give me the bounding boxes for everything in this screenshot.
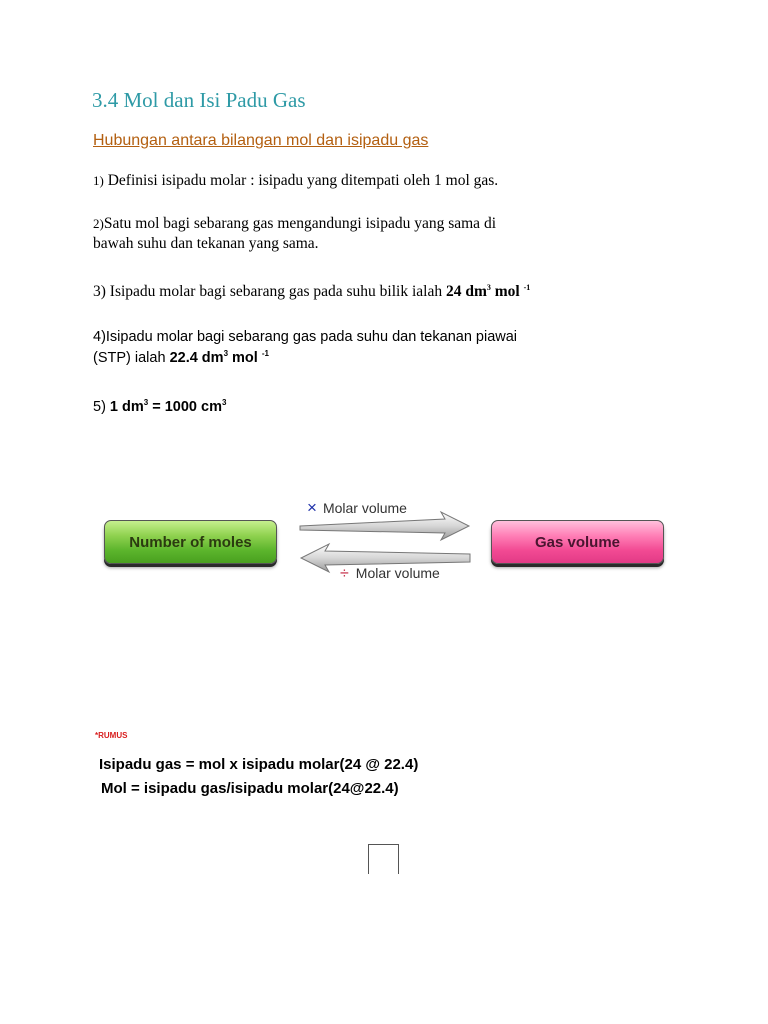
point-5-a: 1 dm <box>109 399 144 415</box>
point-4-exp: 3 <box>223 349 229 358</box>
point-5-value <box>110 399 227 415</box>
point-5-number: 5) <box>93 399 110 415</box>
empty-box <box>368 844 399 874</box>
section-subtitle: Hubungan antara bilangan mol dan isipadu gas <box>93 132 429 149</box>
point-4-unit: mol <box>228 350 262 366</box>
number-of-moles-box: Number of moles <box>104 520 277 564</box>
point-4-line-2 <box>93 350 269 366</box>
divide-icon: ÷ <box>340 565 349 582</box>
point-1 <box>93 172 498 190</box>
point-1-number: 1) <box>93 173 104 188</box>
rumus-label: *RUMUS <box>95 731 128 740</box>
point-3-exp: 3 <box>486 283 491 292</box>
point-4-unit-exp: -1 <box>261 349 269 358</box>
point-2-text-1: Satu mol bagi sebarang gas mengandungi isipadu yang sama di <box>103 215 496 232</box>
divide-label <box>340 565 440 583</box>
point-5 <box>93 399 226 415</box>
point-3-unit-exp: -1 <box>523 283 531 292</box>
divide-label-text: Molar volume <box>355 565 440 581</box>
point-4-line-1: 4)Isipadu molar bagi sebarang gas pada suhu dan tekanan piawai <box>93 329 518 345</box>
formula-2: Mol = isipadu gas/isipadu molar(24@22.4) <box>101 780 399 797</box>
point-5-eq: = 1000 cm <box>148 399 222 415</box>
point-3 <box>93 283 530 301</box>
point-5-a-exp: 3 <box>143 398 149 407</box>
point-2-number: 2) <box>93 216 104 231</box>
point-4-text: (STP) ialah <box>93 350 170 366</box>
point-2-line-1 <box>93 215 496 233</box>
multiply-label-text: Molar volume <box>322 500 407 516</box>
point-3-text: 3) Isipadu molar bagi sebarang gas pada suhu bilik ialah <box>93 283 446 300</box>
point-5-b-exp: 3 <box>222 398 227 407</box>
multiply-icon: × <box>307 498 317 517</box>
multiply-label <box>307 498 407 518</box>
point-3-unit: mol <box>490 283 524 300</box>
gas-volume-box: Gas volume <box>491 520 664 564</box>
page-title: 3.4 Mol dan Isi Padu Gas <box>92 88 306 112</box>
point-4-value-num: 22.4 dm <box>169 350 224 366</box>
point-3-value <box>446 283 530 300</box>
formula-1: Isipadu gas = mol x isipadu molar(24 @ 22.4) <box>99 756 419 773</box>
point-3-value-num: 24 dm <box>445 283 487 300</box>
point-4-value <box>170 350 269 366</box>
point-2-line-2: bawah suhu dan tekanan yang sama. <box>93 235 319 252</box>
point-1-text: Definisi isipadu molar : isipadu yang ditempati oleh 1 mol gas. <box>103 172 499 189</box>
